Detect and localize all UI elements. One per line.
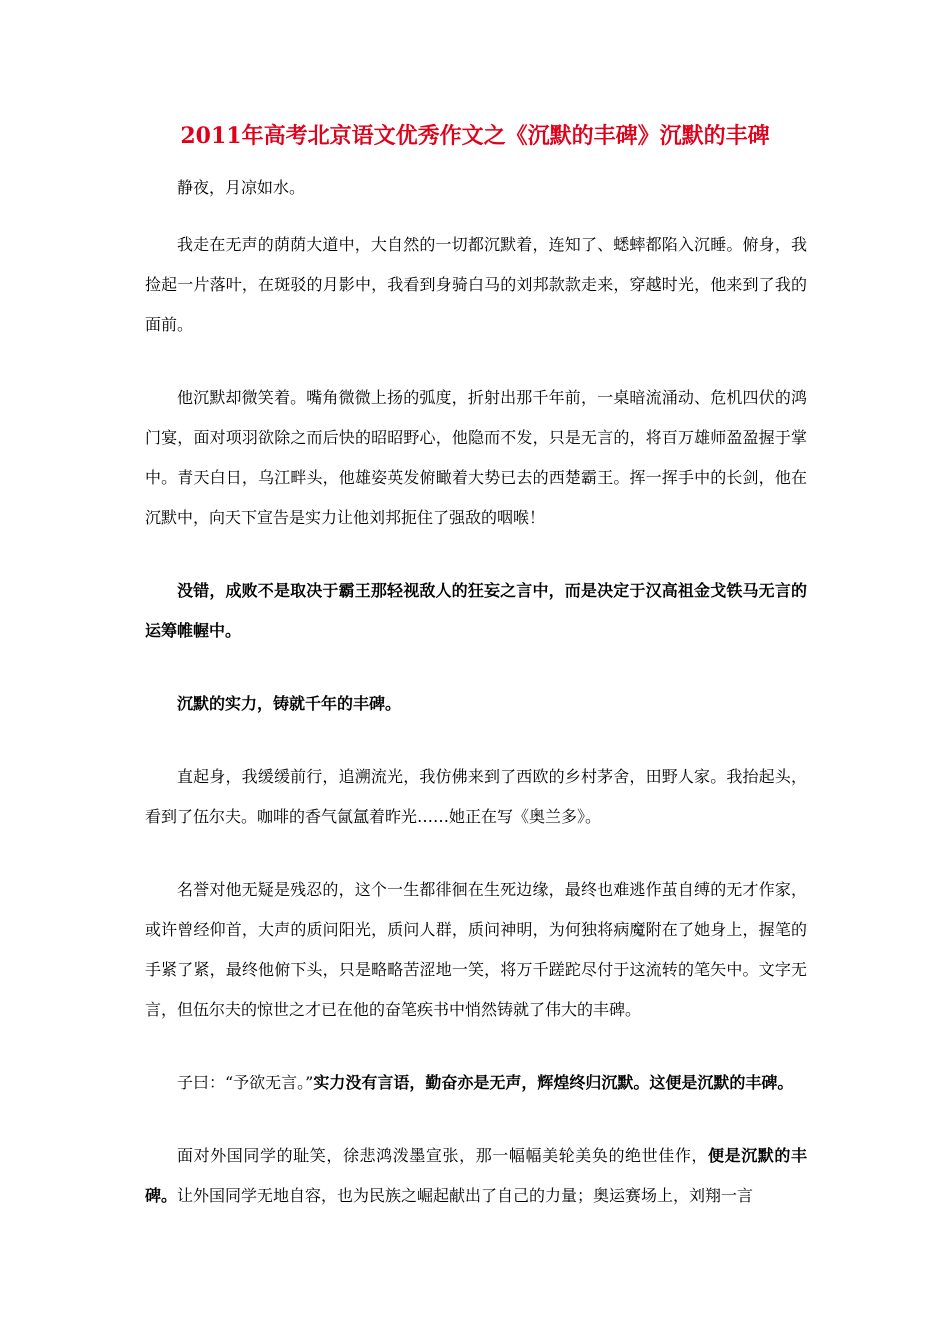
paragraph-8 bbox=[145, 1063, 807, 1103]
document-title: 2011年高考北京语文优秀作文之《沉默的丰碑》沉默的丰碑 bbox=[180, 123, 770, 149]
paragraph-1: 静夜，月凉如水。 bbox=[177, 178, 306, 197]
paragraph-6: 直起身，我缓缓前行，追溯流光，我仿佛来到了西欧的乡村茅舍，田野人家。我抬起头，看到了伍尔夫。咖啡的香气氤氲着昨光……她正在写《奥兰多》。 bbox=[145, 767, 807, 826]
document-body bbox=[145, 168, 807, 1249]
paragraph-3: 他沉默却微笑着。嘴角微微上扬的弧度，折射出那千年前，一桌暗流涌动、危机四伏的鸿门宴，面对项羽欲除之而后快的昭昭野心，他隐而不发，只是无言的，将百万雄师盈盈握于掌中。青天白日，乌江畔头，他雄姿英发俯瞰着大势已去的西楚霸王。挥一挥手中的长剑，他在沉默中，向天下宣告是实力让他刘邦扼住了强敌的咽喉！ bbox=[145, 388, 807, 527]
paragraph-4: 没错，成败不是取决于霸王那轻视敌人的狂妄之言中，而是决定于汉高祖金戈铁马无言的运筹帷幄中。 bbox=[145, 581, 807, 640]
paragraph-9-tail: 让外国同学无地自容，也为民族之崛起献出了自己的力量；奥运赛场上，刘翔一言 bbox=[177, 1186, 754, 1205]
paragraph-9-lead: 面对外国同学的耻笑，徐悲鸿泼墨宣张，那一幅幅美轮美奂的绝世佳作， bbox=[177, 1146, 709, 1165]
paragraph-8-bold: 实力没有言语，勤奋亦是无声，辉煌终归沉默。这便是沉默的丰碑。 bbox=[313, 1073, 794, 1092]
paragraph-9-bold: 便是沉默的丰碑。 bbox=[145, 1146, 807, 1205]
paragraph-2: 我走在无声的荫荫大道中，大自然的一切都沉默着，连知了、蟋蟀都陷入沉睡。俯身，我捡起一片落叶，在斑驳的月影中，我看到身骑白马的刘邦款款走来，穿越时光，他来到了我的面前。 bbox=[145, 235, 807, 334]
paragraph-8-quote: 子曰：“予欲无言。” bbox=[177, 1073, 314, 1092]
paragraph-5: 沉默的实力，铸就千年的丰碑。 bbox=[177, 694, 402, 713]
paragraph-9 bbox=[145, 1136, 807, 1216]
paragraph-7: 名誉对他无疑是残忍的，这个一生都徘徊在生死边缘，最终也难逃作茧自缚的无才作家，或许曾经仰首，大声的质问阳光，质问人群，质问神明，为何独将病魔附在了她身上，握笔的手紧了紧，最终他俯下头，只是略略苦涩地一笑，将万千蹉跎尽付于这流转的笔矢中。文字无言，但伍尔夫的惊世之才已在他的奋笔疾书中悄然铸就了伟大的丰碑。 bbox=[145, 880, 807, 1019]
